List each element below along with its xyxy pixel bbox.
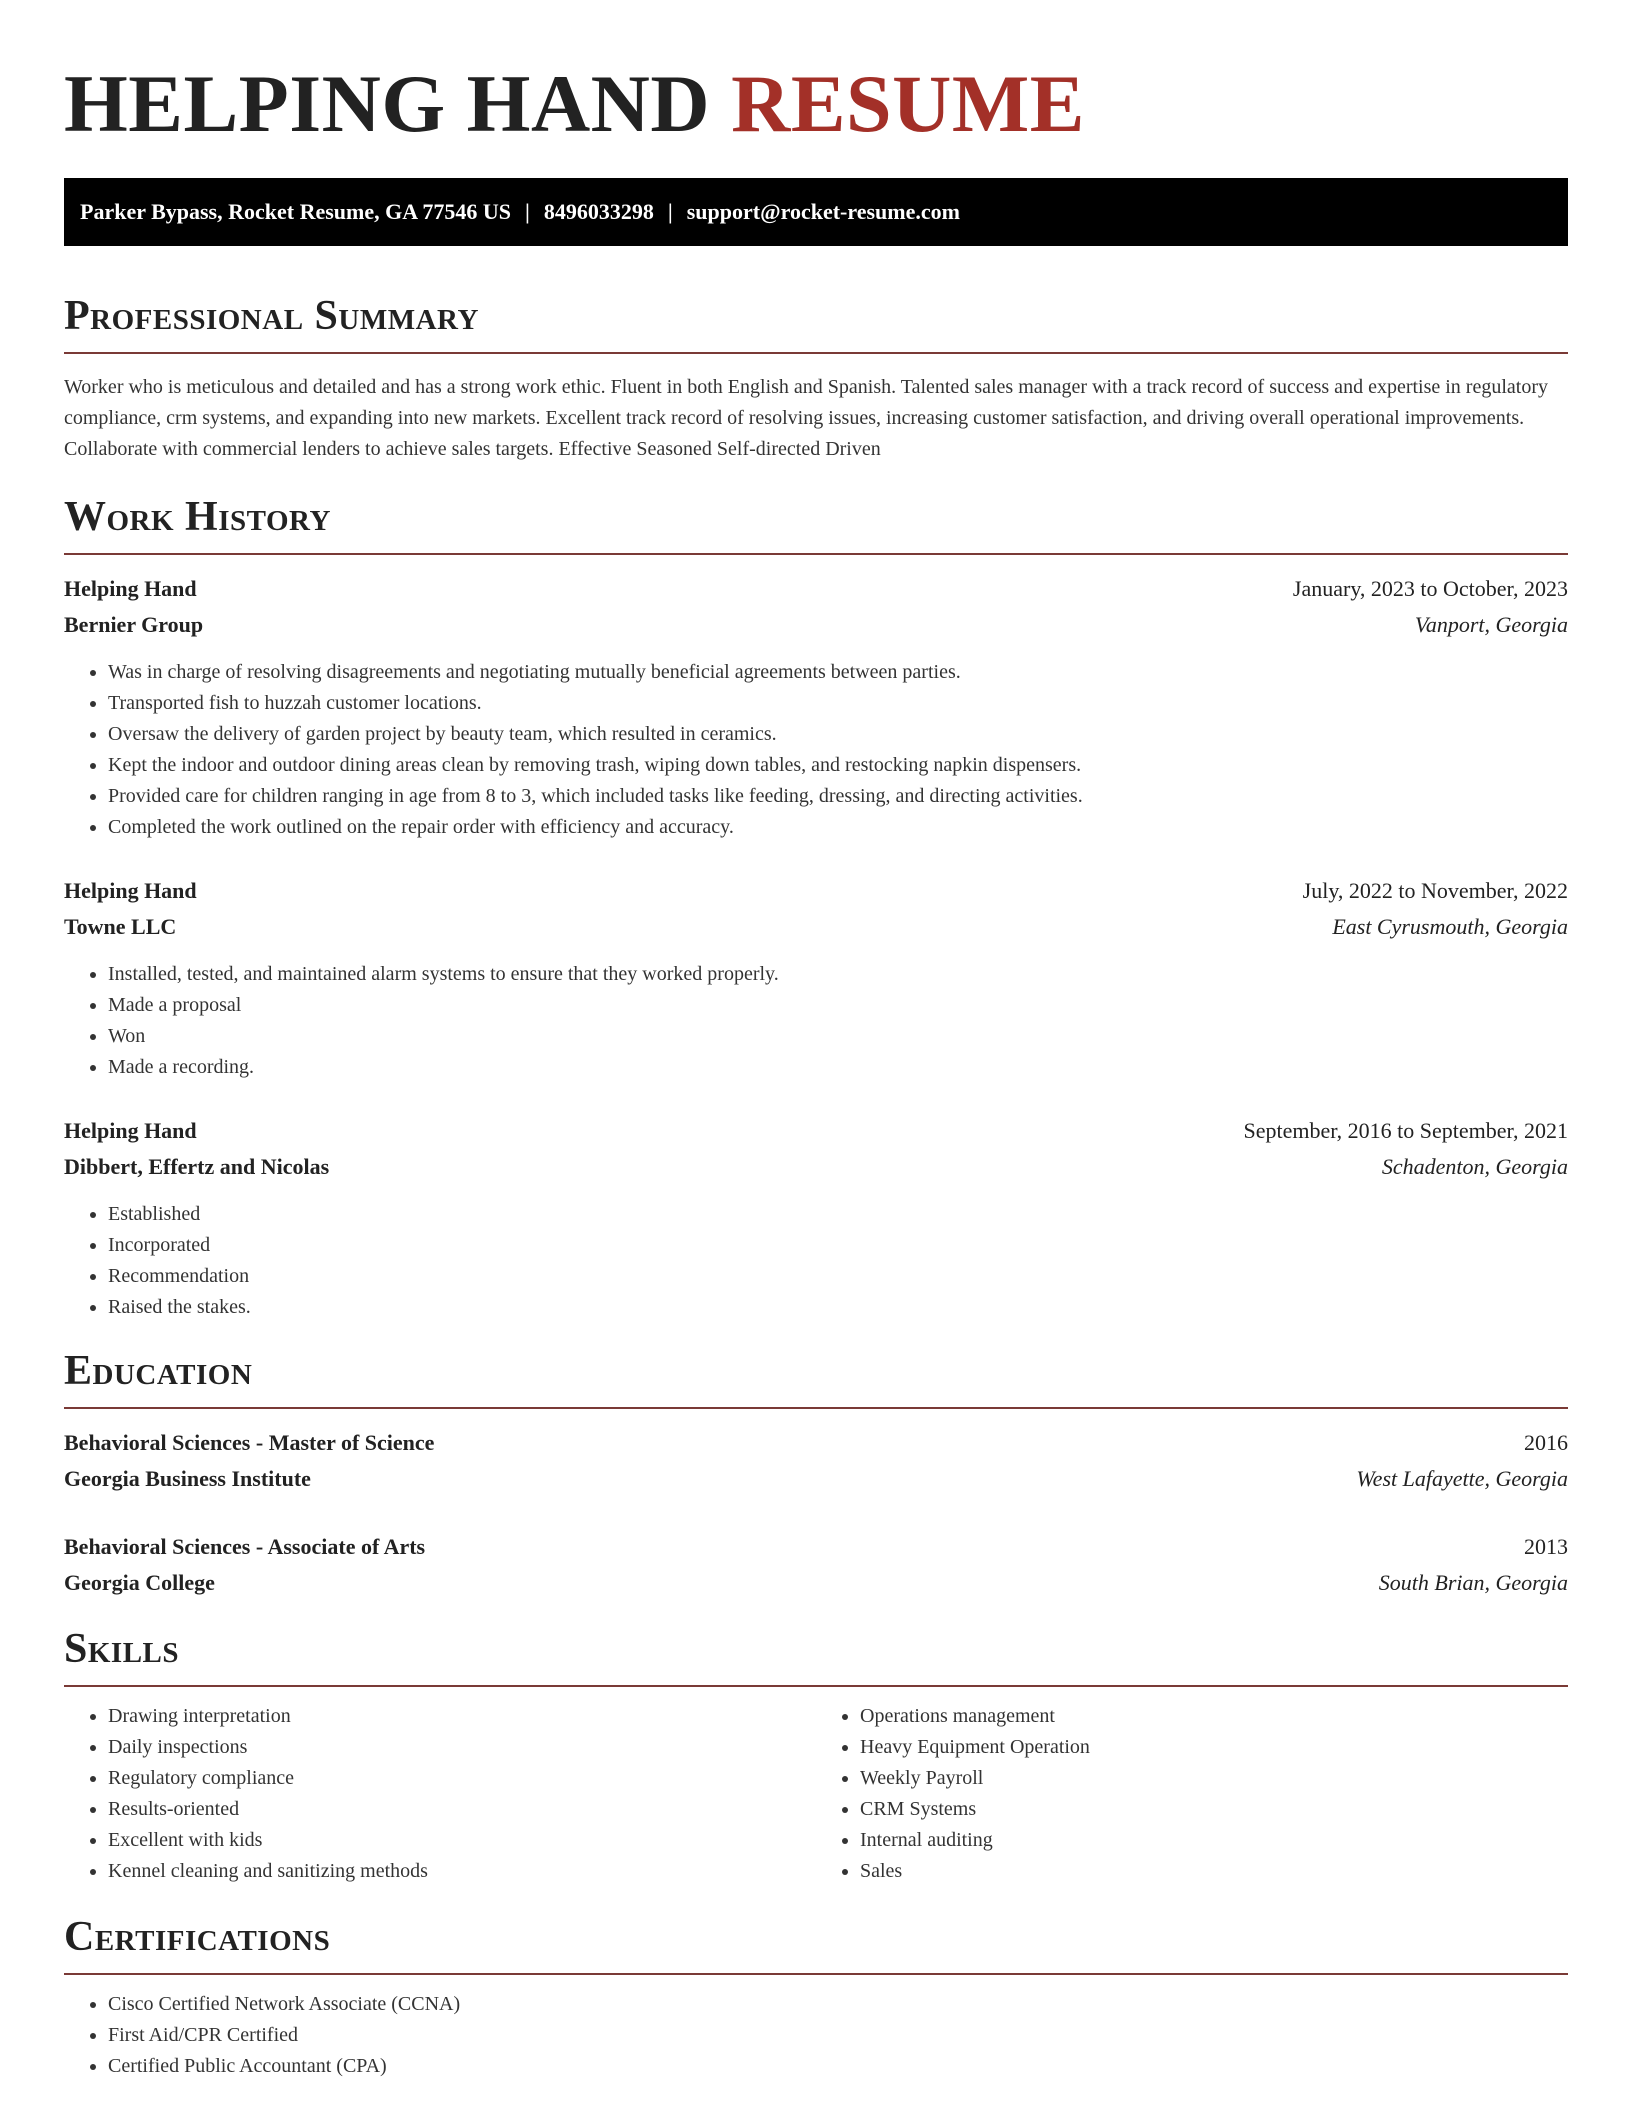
skills-grid: [64, 1701, 1568, 1887]
contact-bar: [64, 178, 1568, 246]
job-bullets: [64, 1199, 1568, 1323]
certification-item: • Certified Public Accountant (CPA): [108, 2051, 1568, 2082]
certifications-title: Certifications: [64, 1914, 331, 1960]
resume-name-heading: [64, 0, 1568, 152]
contact-address: Parker Bypass, Rocket Resume, GA 77546 US: [80, 199, 512, 224]
job-entry: [64, 1113, 1568, 1323]
education-school-row: [64, 1461, 1568, 1497]
education-school: Georgia College: [64, 1570, 215, 1595]
job-entry: [64, 571, 1568, 843]
section-divider: [64, 1973, 1568, 1975]
job-bullet: • Made a proposal: [108, 990, 1568, 1021]
job-bullets: [64, 959, 1568, 1083]
certification-item: • Cisco Certified Network Associate (CCNA): [108, 1989, 1568, 2020]
education-section: [64, 1347, 1568, 1601]
job-entry: [64, 873, 1568, 1083]
contact-phone: 8496033298: [543, 199, 654, 224]
job-position: Helping Hand: [64, 878, 197, 903]
job-bullet: • Made a recording.: [108, 1052, 1568, 1083]
summary-text: Worker who is meticulous and detailed and has a strong work ethic. Fluent in both English and Spanish. Talented sales manager with a track record of success and expertise in regulatory compliance, crm systems, and expanding into new markets. Excellent track record of resolving issues, increasing customer satisfaction, and driving overall operational improvements. Collaborate with commercial lenders to achieve sales targets. Effective Seasoned Self-directed Driven: [64, 376, 1548, 460]
work-history-section: [64, 493, 1568, 1323]
skill-item: • Operations management: [860, 1701, 1568, 1732]
job-position: Helping Hand: [64, 576, 197, 601]
job-bullet: • Raised the stakes.: [108, 1292, 1568, 1323]
job-bullet: • Incorporated: [108, 1230, 1568, 1261]
skill-item: • Excellent with kids: [108, 1825, 816, 1856]
education-school-row: [64, 1565, 1568, 1601]
certifications-list: [64, 1989, 1568, 2082]
skills-column-right: [816, 1701, 1568, 1887]
skill-item: • Results-oriented: [108, 1794, 816, 1825]
education-degree: Behavioral Sciences - Master of Science: [64, 1430, 435, 1455]
education-location: South Brian, Georgia: [1378, 1570, 1568, 1595]
skills-title: Skills: [64, 1626, 180, 1672]
job-header-row: [64, 1113, 1568, 1149]
job-dates: January, 2023 to October, 2023: [1292, 576, 1568, 601]
job-company-row: [64, 909, 1568, 945]
skill-item: • CRM Systems: [860, 1794, 1568, 1825]
section-divider: [64, 352, 1568, 354]
education-school: Georgia Business Institute: [64, 1466, 311, 1491]
job-company: Towne LLC: [64, 914, 177, 939]
certification-item: • First Aid/CPR Certified: [108, 2020, 1568, 2051]
skill-item: • Kennel cleaning and sanitizing methods: [108, 1856, 816, 1887]
name-primary: HELPING HAND: [64, 58, 711, 149]
job-company-row: [64, 1149, 1568, 1185]
job-header-row: [64, 571, 1568, 607]
job-position: Helping Hand: [64, 1118, 197, 1143]
job-bullet: • Established: [108, 1199, 1568, 1230]
summary-section: [64, 292, 1568, 465]
section-divider: [64, 553, 1568, 555]
job-bullets: [64, 657, 1568, 843]
job-bullet: • Kept the indoor and outdoor dining areas clean by removing trash, wiping down tables, and restocking napkin dispensers.: [108, 750, 1568, 781]
job-dates: July, 2022 to November, 2022: [1302, 878, 1568, 903]
section-divider: [64, 1685, 1568, 1687]
education-year: 2016: [1524, 1430, 1568, 1455]
skill-item: • Regulatory compliance: [108, 1763, 816, 1794]
section-divider: [64, 1407, 1568, 1409]
education-year: 2013: [1524, 1534, 1568, 1559]
job-company: Dibbert, Effertz and Nicolas: [64, 1154, 330, 1179]
contact-separator: |: [525, 199, 530, 224]
job-bullet: • Recommendation: [108, 1261, 1568, 1292]
job-company: Bernier Group: [64, 612, 204, 637]
job-bullet: • Transported fish to huzzah customer locations.: [108, 688, 1568, 719]
skill-item: • Sales: [860, 1856, 1568, 1887]
job-location: Schadenton, Georgia: [1381, 1154, 1568, 1179]
education-degree: Behavioral Sciences - Associate of Arts: [64, 1534, 426, 1559]
job-bullet: • Installed, tested, and maintained alarm systems to ensure that they worked properly.: [108, 959, 1568, 990]
contact-email: support@rocket-resume.com: [686, 199, 960, 224]
summary-title: Professional Summary: [64, 293, 479, 339]
work-history-title: Work History: [64, 494, 331, 540]
education-entry: [64, 1425, 1568, 1497]
job-bullet: • Oversaw the delivery of garden project by beauty team, which resulted in ceramics.: [108, 719, 1568, 750]
education-degree-row: [64, 1529, 1568, 1565]
job-header-row: [64, 873, 1568, 909]
job-company-row: [64, 607, 1568, 643]
certifications-section: [64, 1913, 1568, 2082]
education-entry: [64, 1529, 1568, 1601]
skill-item: • Heavy Equipment Operation: [860, 1732, 1568, 1763]
contact-separator: |: [667, 199, 673, 224]
job-dates: September, 2016 to September, 2021: [1243, 1118, 1568, 1143]
skill-item: • Daily inspections: [108, 1732, 816, 1763]
job-bullet: • Won: [108, 1021, 1568, 1052]
job-bullet: • Provided care for children ranging in age from 8 to 3, which included tasks like feeding, dressing, and directing activities.: [108, 781, 1568, 812]
name-accent: RESUME: [731, 58, 1085, 149]
skill-item: • Drawing interpretation: [108, 1701, 816, 1732]
skills-column-left: [64, 1701, 816, 1887]
education-title: Education: [64, 1348, 253, 1394]
job-bullet: • Was in charge of resolving disagreements and negotiating mutually beneficial agreements between parties.: [108, 657, 1568, 688]
education-degree-row: [64, 1425, 1568, 1461]
resume-page: [64, 0, 1568, 2082]
job-bullet: • Completed the work outlined on the repair order with efficiency and accuracy.: [108, 812, 1568, 843]
skills-section: [64, 1625, 1568, 1887]
job-location: Vanport, Georgia: [1414, 612, 1568, 637]
education-location: West Lafayette, Georgia: [1356, 1466, 1568, 1491]
skill-item: • Internal auditing: [860, 1825, 1568, 1856]
job-location: East Cyrusmouth, Georgia: [1332, 914, 1568, 939]
skill-item: • Weekly Payroll: [860, 1763, 1568, 1794]
